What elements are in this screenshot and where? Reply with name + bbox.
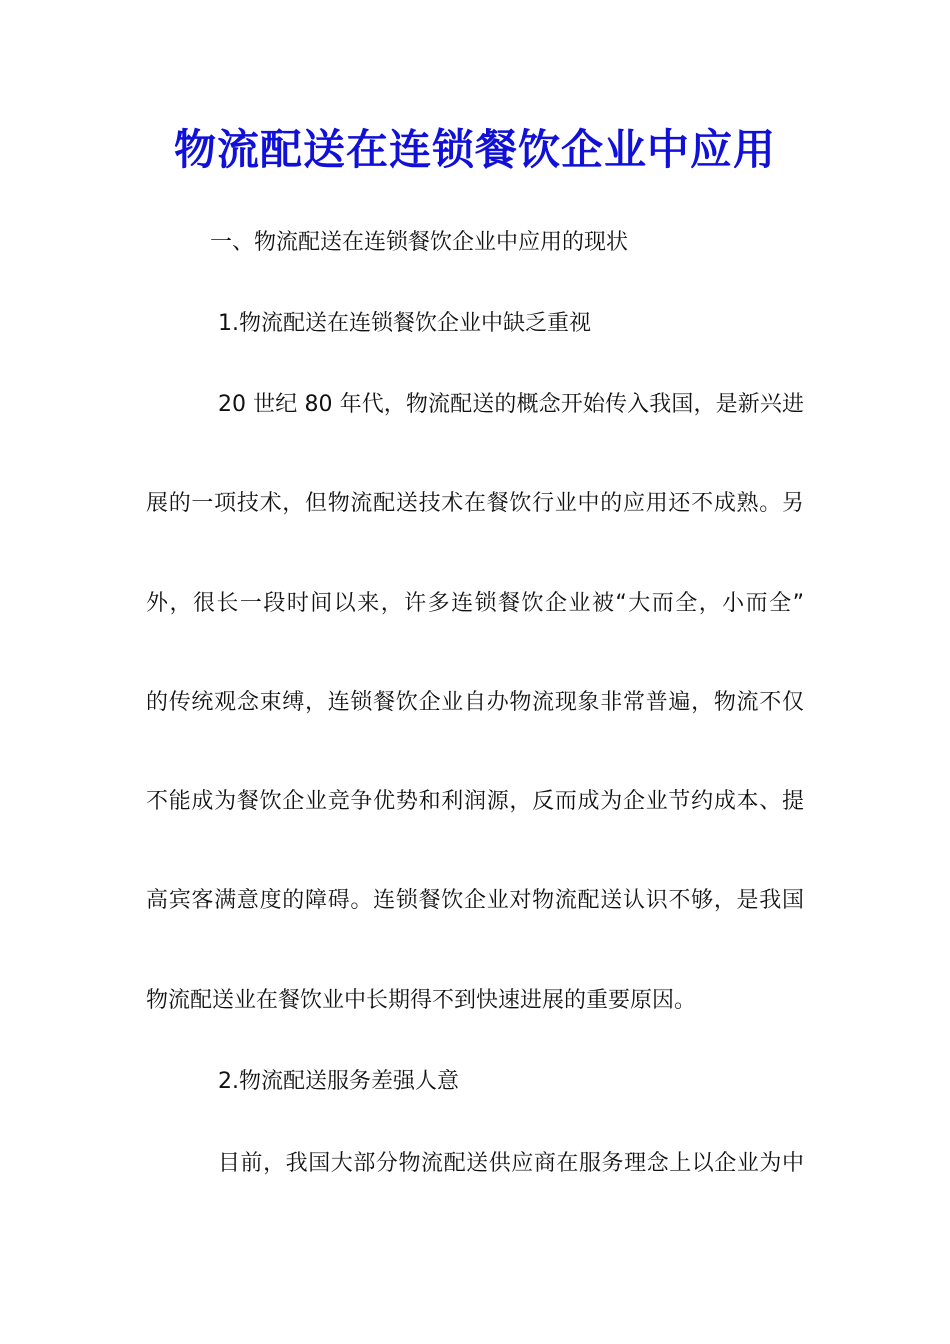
subsection-heading: 1.物流配送在连锁餐饮企业中缺乏重视 (218, 311, 591, 336)
paragraph-line: 外，很长一段时间以来，许多连锁餐饮企业被“大而全，小而全” (146, 591, 804, 616)
paragraph-line: 高宾客满意度的障碍。连锁餐饮企业对物流配送认识不够，是我国 (146, 888, 804, 913)
document-title: 物流配送在连锁餐饮企业中应用 (173, 125, 776, 174)
paragraph-line: 展的一项技术，但物流配送技术在餐饮行业中的应用还不成熟。另 (146, 491, 804, 516)
subsection-heading: 2.物流配送服务差强人意 (218, 1069, 459, 1094)
paragraph-line: 物流配送业在餐饮业中长期得不到快速进展的重要原因。 (146, 988, 697, 1013)
paragraph-line: 目前，我国大部分物流配送供应商在服务理念上以企业为中 (218, 1151, 804, 1176)
paragraph-line: 不能成为餐饮企业竞争优势和利润源，反而成为企业节约成本、提 (146, 789, 804, 814)
paragraph-line: 的传统观念束缚，连锁餐饮企业自办物流现象非常普遍，物流不仅 (146, 690, 804, 715)
paragraph-line: 20 世纪 80 年代，物流配送的概念开始传入我国，是新兴进 (218, 392, 804, 417)
section-heading: 一、物流配送在连锁餐饮企业中应用的现状 (210, 230, 629, 255)
